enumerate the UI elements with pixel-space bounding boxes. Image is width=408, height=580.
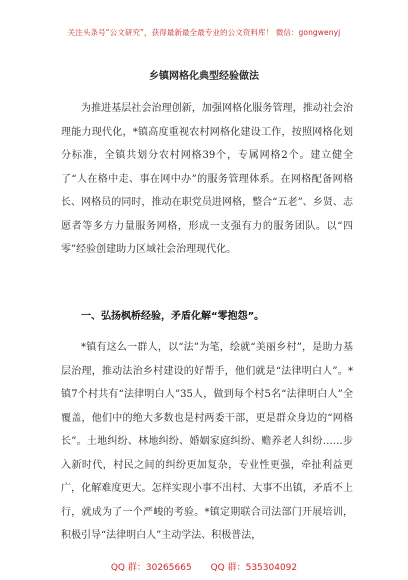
footer-qq-groups: [0, 560, 408, 573]
section-heading-1: 一、弘扬枫桥经验，矛盾化解“零抱怨”。: [81, 311, 265, 322]
section-1-paragraph: *镇有这么一群人，以“法”为笔，绘就“美丽乡村”，是助力基层治理，推动法治乡村建设的好帮手，他们就是“法律明白人”。*镇7个村共有“法律明白人”35人，做到每个村5名“法律明白人”全覆盖，他们中的绝大多数也是村两委干部，更是群众身边的“网格长”。土地纠纷、林地纠纷、婚姻家庭纠纷、赡养老人纠纷……步入新时代，村民之间的纠纷更加复杂，专业性更强，牵扯利益更广，化解难度更大。怎样实现小事不出村、大事不出镇，矛盾不上行，就成为了一个严峻的考验。*镇定期联合司法部门开展培训，积极引导“法律明白人”主动学法、积极普法，: [61, 342, 353, 541]
footer-qq-group-2: QQ 群：535304092: [210, 563, 298, 573]
header-promo-note: 关注头条号“公文研究”，获得最新最全最专业的公文资料库！ 微信：gongwenyj: [67, 28, 341, 37]
document-title: 乡镇网格化典型经验做法: [149, 71, 259, 82]
intro-paragraph: 为推进基层社会治理创新，加强网格化服务管理，推动社会治理能力现代化，*镇高度重视农村网格化建设工作，按照网格化划分标准，全镇共划分农村网格39个，专属网格2个。建立健全了“人在格中走、事在网中办”的服务管理体系。在网格配备网格长、网格员的同时，推动在职党员进网格，整合“五老”、乡贤、志愿者等多方力量服务网格，形成一支强有力的服务团队。以“四零”经验创建助力区域社会治理现代化。: [61, 103, 353, 255]
footer-qq-group-1: QQ 群：30265665: [110, 563, 192, 573]
